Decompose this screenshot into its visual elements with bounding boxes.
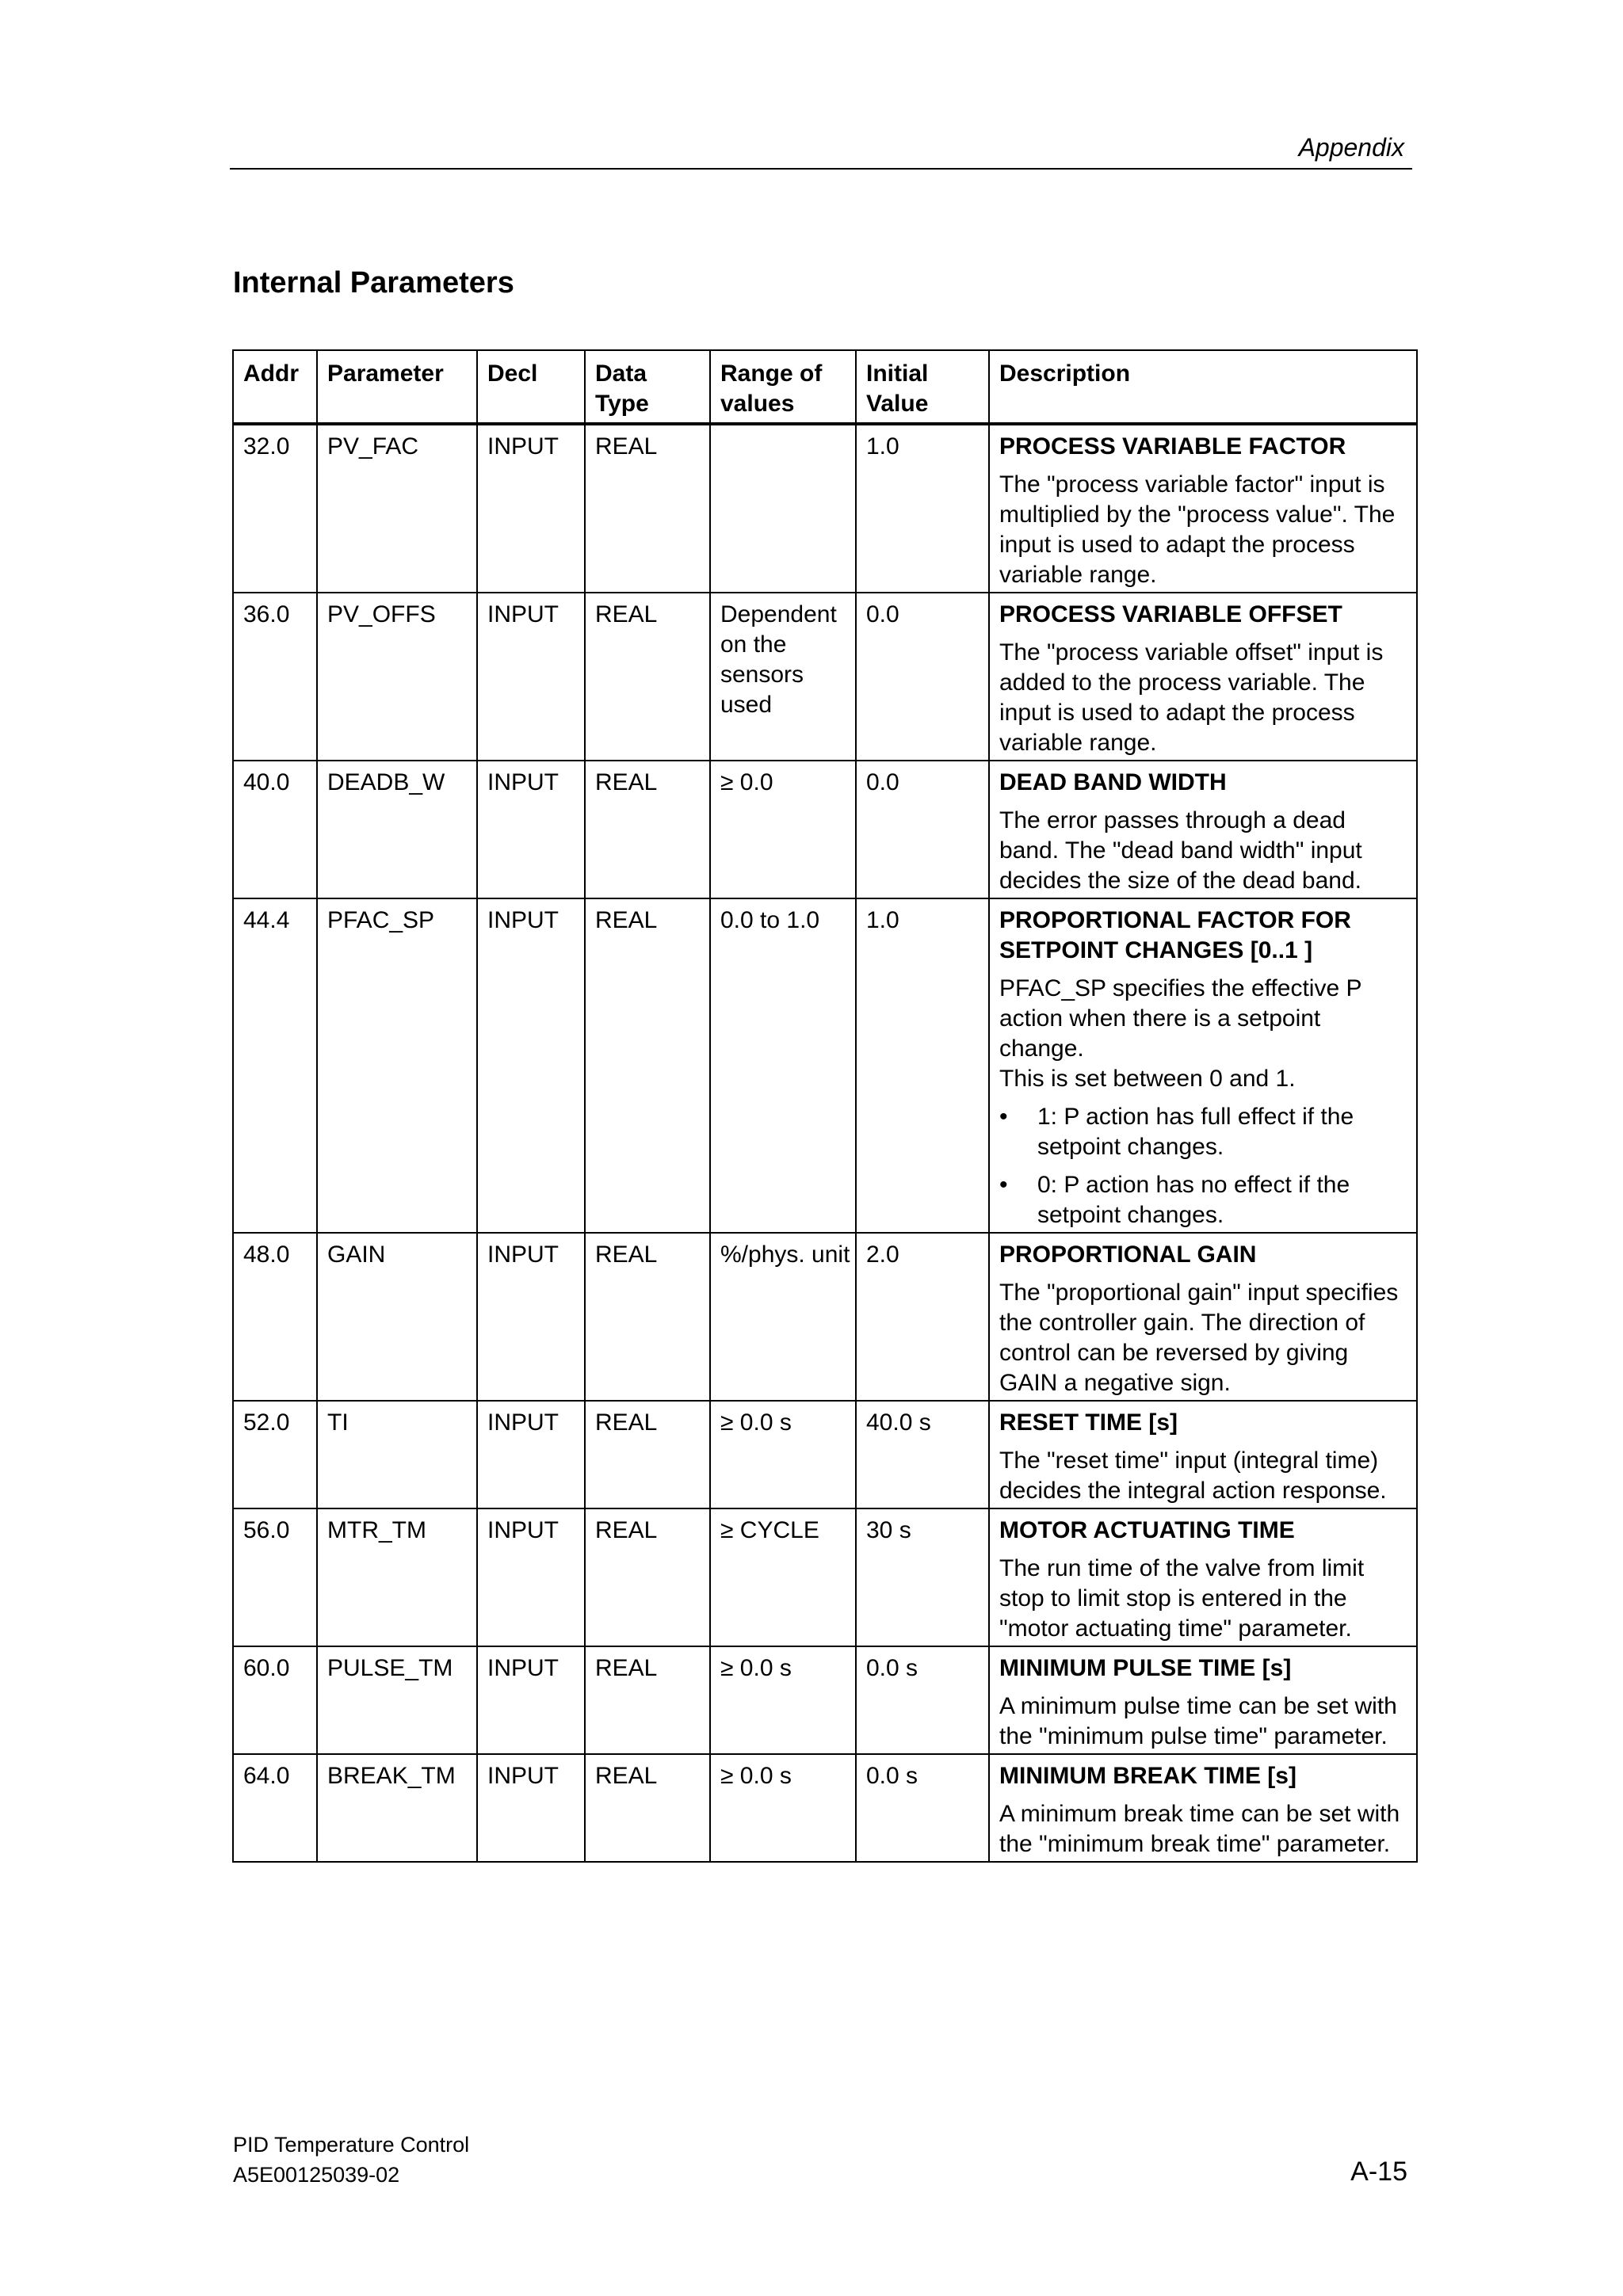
description-title: MINIMUM PULSE TIME [s] [999, 1655, 1292, 1681]
cell-initial-value: 0.0 s [856, 1754, 989, 1862]
table-row [233, 1401, 1417, 1508]
description-body [999, 1278, 1411, 1398]
cell-range: 0.0 to 1.0 [710, 898, 856, 1233]
cell-addr: 40.0 [233, 761, 317, 898]
cell-addr: 32.0 [233, 424, 317, 593]
footer-doc-number: A5E00125039-02 [233, 2163, 400, 2187]
col-header-decl: Decl [477, 350, 585, 424]
cell-parameter: TI [317, 1401, 477, 1508]
cell-description [989, 898, 1417, 1233]
table-row [233, 898, 1417, 1233]
description-text: The error passes through a dead band. The "dead band width" input decides the size of the dead band. [999, 807, 1362, 894]
cell-range: ≥ 0.0 s [710, 1646, 856, 1754]
cell-range: ≥ CYCLE [710, 1508, 856, 1646]
cell-addr: 44.4 [233, 898, 317, 1233]
bullet-icon: • [999, 1104, 1008, 1130]
cell-decl: INPUT [477, 1646, 585, 1754]
cell-initial-value: 0.0 [856, 593, 989, 761]
cell-parameter: BREAK_TM [317, 1754, 477, 1862]
description-bullet-item [999, 1102, 1411, 1162]
description-text: This is set between 0 and 1. [999, 1066, 1296, 1092]
cell-parameter: PV_FAC [317, 424, 477, 593]
cell-addr: 52.0 [233, 1401, 317, 1508]
table-header-row [233, 350, 1417, 424]
cell-addr: 56.0 [233, 1508, 317, 1646]
description-title: RESET TIME [s] [999, 1409, 1178, 1436]
description-title: MOTOR ACTUATING TIME [999, 1517, 1295, 1543]
cell-data-type: REAL [585, 1508, 710, 1646]
cell-decl: INPUT [477, 1233, 585, 1401]
cell-addr: 48.0 [233, 1233, 317, 1401]
cell-parameter: PFAC_SP [317, 898, 477, 1233]
cell-data-type: REAL [585, 1233, 710, 1401]
cell-parameter: DEADB_W [317, 761, 477, 898]
cell-description [989, 1508, 1417, 1646]
cell-range: ≥ 0.0 s [710, 1401, 856, 1508]
internal-parameters-table [232, 349, 1418, 1863]
cell-parameter: PV_OFFS [317, 593, 477, 761]
cell-description [989, 424, 1417, 593]
cell-initial-value: 0.0 s [856, 1646, 989, 1754]
description-body [999, 470, 1411, 590]
table-row [233, 1508, 1417, 1646]
cell-parameter: PULSE_TM [317, 1646, 477, 1754]
cell-decl: INPUT [477, 898, 585, 1233]
description-body [999, 806, 1411, 896]
table-body [233, 424, 1417, 1862]
cell-parameter: GAIN [317, 1233, 477, 1401]
cell-initial-value: 1.0 [856, 898, 989, 1233]
cell-description [989, 1401, 1417, 1508]
col-header-addr: Addr [233, 350, 317, 424]
cell-range: ≥ 0.0 [710, 761, 856, 898]
bullet-icon: • [999, 1172, 1008, 1198]
description-body [999, 1799, 1411, 1859]
description-text: The "process variable factor" input is multiplied by the "process value". The input is used to adapt the process variable range. [999, 471, 1396, 588]
description-text: PFAC_SP specifies the effective P action when there is a setpoint change. [999, 975, 1361, 1062]
description-text: A minimum pulse time can be set with the "minimum pulse time" parameter. [999, 1693, 1397, 1749]
cell-data-type: REAL [585, 424, 710, 593]
bullet-text: 1: P action has full effect if the setpoint changes. [1037, 1104, 1354, 1160]
page-number: A-15 [1350, 2157, 1407, 2187]
description-title: PROPORTIONAL FACTOR FOR SETPOINT CHANGES [0..1 ] [999, 907, 1351, 963]
table-row [233, 761, 1417, 898]
cell-description [989, 1754, 1417, 1862]
page-title: Internal Parameters [233, 266, 514, 299]
table-row [233, 424, 1417, 593]
cell-initial-value: 40.0 s [856, 1401, 989, 1508]
col-header-parameter: Parameter [317, 350, 477, 424]
cell-description [989, 1233, 1417, 1401]
cell-range: ≥ 0.0 s [710, 1754, 856, 1862]
cell-addr: 60.0 [233, 1646, 317, 1754]
cell-data-type: REAL [585, 1754, 710, 1862]
col-header-initial-value: Initial Value [856, 350, 989, 424]
cell-initial-value: 1.0 [856, 424, 989, 593]
description-body [999, 1554, 1411, 1644]
cell-addr: 64.0 [233, 1754, 317, 1862]
cell-decl: INPUT [477, 1508, 585, 1646]
bullet-text: 0: P action has no effect if the setpoint changes. [1037, 1172, 1350, 1228]
description-title: PROCESS VARIABLE OFFSET [999, 601, 1342, 627]
running-header: Appendix [1298, 133, 1404, 162]
description-text: A minimum break time can be set with the "minimum break time" parameter. [999, 1801, 1400, 1857]
description-body [999, 638, 1411, 758]
description-body [999, 1446, 1411, 1506]
cell-initial-value: 0.0 [856, 761, 989, 898]
description-bullet-list [999, 1102, 1411, 1230]
footer-doc-title: PID Temperature Control [233, 2133, 470, 2157]
col-header-data-type: Data Type [585, 350, 710, 424]
cell-initial-value: 2.0 [856, 1233, 989, 1401]
header-rule [230, 168, 1412, 170]
col-header-description: Description [989, 350, 1417, 424]
cell-range: Dependent on the sensors used [710, 593, 856, 761]
col-header-range: Range of values [710, 350, 856, 424]
description-text: The "process variable offset" input is added to the process variable. The input is used to adapt the process variable range. [999, 639, 1384, 756]
cell-decl: INPUT [477, 1754, 585, 1862]
cell-description [989, 761, 1417, 898]
footer-doc-info [233, 2130, 469, 2190]
table-row [233, 1233, 1417, 1401]
cell-data-type: REAL [585, 761, 710, 898]
cell-data-type: REAL [585, 593, 710, 761]
description-text: The "proportional gain" input specifies the controller gain. The direction of control can be reversed by giving GAIN a negative sign. [999, 1280, 1399, 1396]
description-title: PROPORTIONAL GAIN [999, 1241, 1257, 1268]
description-title: PROCESS VARIABLE FACTOR [999, 433, 1346, 460]
cell-decl: INPUT [477, 424, 585, 593]
description-text: The run time of the valve from limit stop to limit stop is entered in the "motor actuating time" parameter. [999, 1555, 1365, 1642]
cell-decl: INPUT [477, 1401, 585, 1508]
cell-data-type: REAL [585, 1401, 710, 1508]
cell-data-type: REAL [585, 898, 710, 1233]
table-row [233, 1646, 1417, 1754]
description-body [999, 1691, 1411, 1752]
cell-parameter: MTR_TM [317, 1508, 477, 1646]
table-row [233, 593, 1417, 761]
cell-decl: INPUT [477, 593, 585, 761]
cell-range [710, 424, 856, 593]
table-row [233, 1754, 1417, 1862]
cell-initial-value: 30 s [856, 1508, 989, 1646]
cell-description [989, 593, 1417, 761]
cell-addr: 36.0 [233, 593, 317, 761]
description-title: MINIMUM BREAK TIME [s] [999, 1763, 1296, 1789]
description-title: DEAD BAND WIDTH [999, 769, 1227, 795]
cell-range: %/phys. unit [710, 1233, 856, 1401]
cell-decl: INPUT [477, 761, 585, 898]
description-body [999, 974, 1411, 1094]
description-text: The "reset time" input (integral time) decides the integral action response. [999, 1447, 1387, 1504]
description-bullet-item [999, 1170, 1411, 1230]
cell-data-type: REAL [585, 1646, 710, 1754]
cell-description [989, 1646, 1417, 1754]
